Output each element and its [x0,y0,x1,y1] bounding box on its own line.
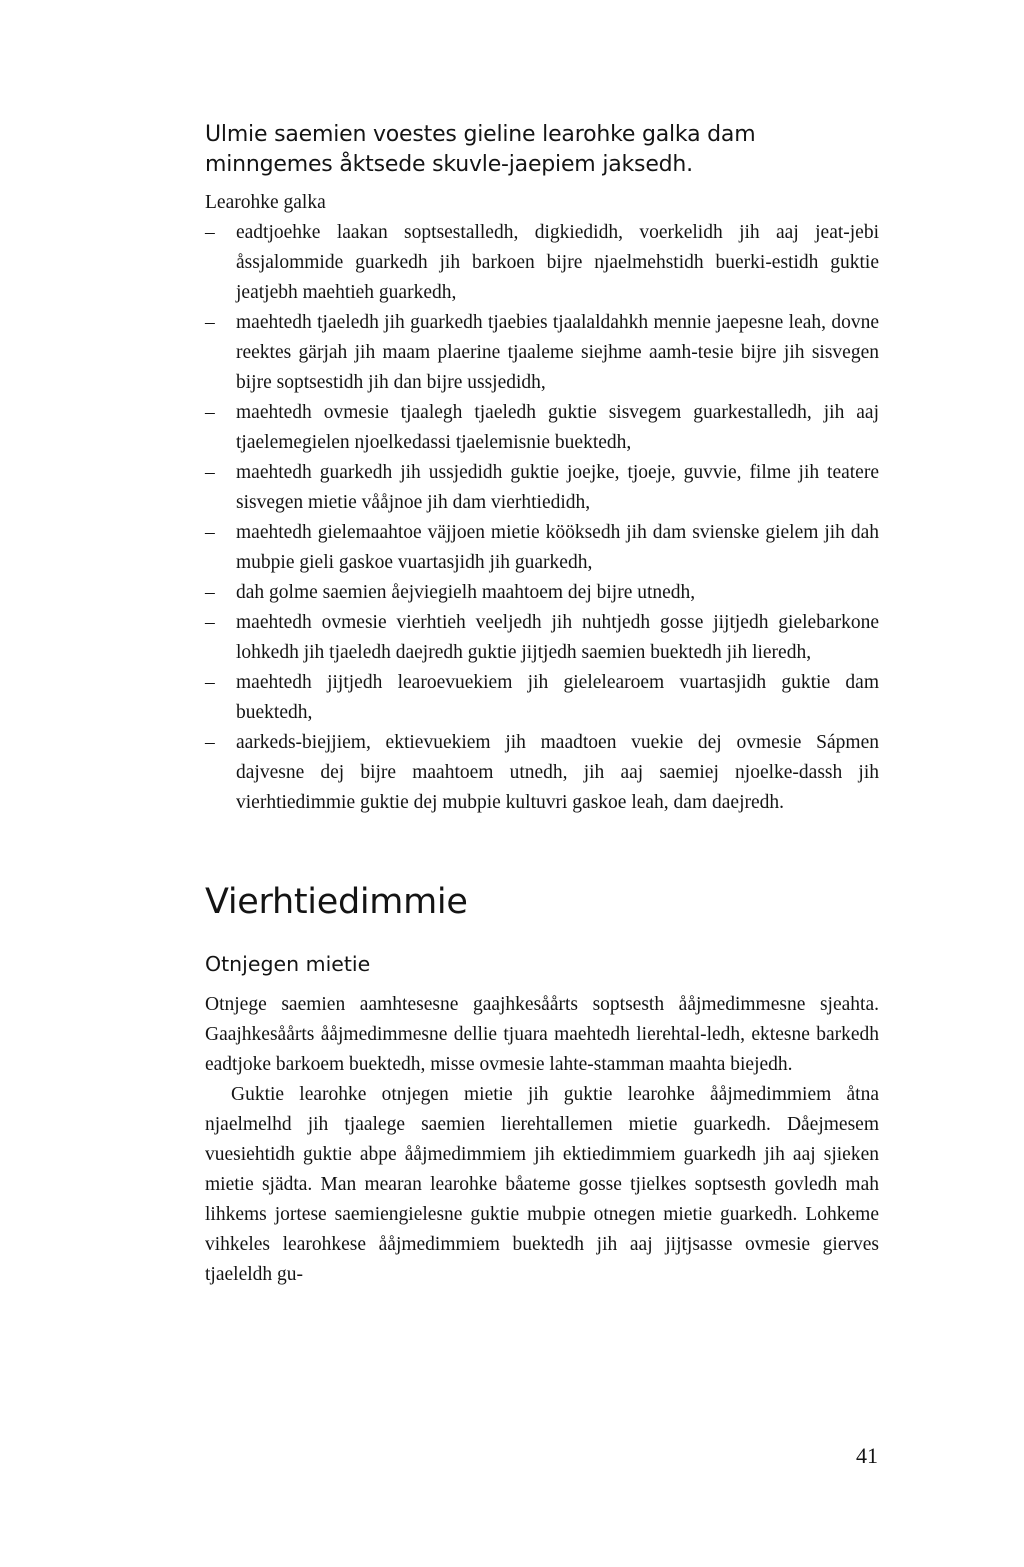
dash-bullet: – [205,312,215,333]
goal-text: maehtedh guarkedh jih ussjedidh guktie joejke, tjoeje, guvvie, filme jih teatere sisvegen mietie vååjnoe jih dam vierhtiedidh, [236,462,879,513]
section-title: Vierhtiedimmie [205,882,468,922]
goal-text: aarkeds-biejjiem, ektievuekiem jih maadtoen vuekie dej ovmesie Sápmen dajvesne dej bijre maahtoem utnedh, jih aaj saemiej njoelke-dassh jih vierhtiedimmie guktie dej mubpie kultuvri gaskoe leah, dam daejredh. [236,732,879,813]
goal-item [205,668,879,728]
goals-list [205,218,879,818]
body-paragraph: Otnjege saemien aamhtesesne gaajhkesåårts soptsesth ååjmedimmesne sjeahta. Gaajhkesåårts ååjmedimmesne dellie tjuara maehtedh lierehtal-ledh, ektesne barkedh eadtjoke barkoem buektedh, misse ovmesie lahte-stamman maahta biejedh. [205,994,879,1075]
page-content [205,120,879,1290]
goal-text: maehtedh ovmesie tjaalegh tjaeledh guktie sisvegem guarkestalledh, jih aaj tjaelemegielen njoelkedassi tjaelemisnie buektedh, [236,402,879,453]
body-paragraph: Guktie learohke otnjegen mietie jih guktie learohke ååjmedimmiem åtna njaelmelhd jih tjaalege saemien lierehtallemen mietie guarkedh. Dåejmesem vuesiehtidh guktie abpe ååjmedimmiem jih ektiedimmiem guarkedh jih aaj sjieken mietie sjädta. Man mearan learohke båateme gosse tjielkes soptsesth govledh mah lihkems jortese saemiengielesne guktie mubpie otnegen mietie guarkedh. Lohkeme vihkeles learohkese ååjmedimmiem buektedh jih aaj jijtjsasse ovmesie gierves tjaeleldh gu- [205,1084,879,1285]
dash-bullet: – [205,612,215,633]
goal-item [205,578,879,608]
goal-item [205,398,879,458]
goal-item [205,728,879,818]
dash-bullet: – [205,672,215,693]
dash-bullet: – [205,462,215,483]
dash-bullet: – [205,222,215,243]
goal-item [205,458,879,518]
goals-intro: Learohke galka [205,192,326,213]
goals-heading: Ulmie saemien voestes gieline learohke galka dam minngemes åktsede skuvle-jaepiem jaksedh. [205,122,756,177]
goal-text: eadtjoehke laakan soptsestalledh, digkiedidh, voerkelidh jih aaj jeat-jebi åssjalommide guarkedh jih barkoen bijre njaelmehstidh buerki-estidh guktie jeatjebh maehtieh guarkedh, [236,222,879,303]
goal-item [205,608,879,668]
goal-text: maehtedh gielemaahtoe väjjoen mietie kööksedh jih dam svienske gielem jih dah mubpie gieli gaskoe vuartasjidh jih guarkedh, [236,522,879,573]
goal-text: dah golme saemien åejviegielh maahtoem dej bijre utnedh, [236,582,696,603]
goal-item [205,218,879,308]
dash-bullet: – [205,732,215,753]
goal-text: maehtedh ovmesie vierhtieh veeljedh jih nuhtjedh gosse jijtjedh gielebarkone lohkedh jih tjaeledh daejredh guktie jijtjedh saemien buektedh jih lieredh, [236,612,879,663]
goal-item [205,308,879,398]
dash-bullet: – [205,582,215,603]
goal-text: maehtedh tjaeledh jih guarkedh tjaebies tjaalaldahkh mennie jaepesne leah, dovne reektes gärjah jih maam plaerine tjaaleme siejhme aamh-tesie bijre jih sisvegen bijre soptsestidh jih dan bijre ussjedidh, [236,312,879,393]
page-number: 41 [856,1443,878,1468]
dash-bullet: – [205,522,215,543]
dash-bullet: – [205,402,215,423]
goal-text: maehtedh jijtjedh learoevuekiem jih gielelearoem vuartasjidh guktie dam buektedh, [236,672,879,723]
goal-item [205,518,879,578]
subsection-title: Otnjegen mietie [205,952,371,976]
